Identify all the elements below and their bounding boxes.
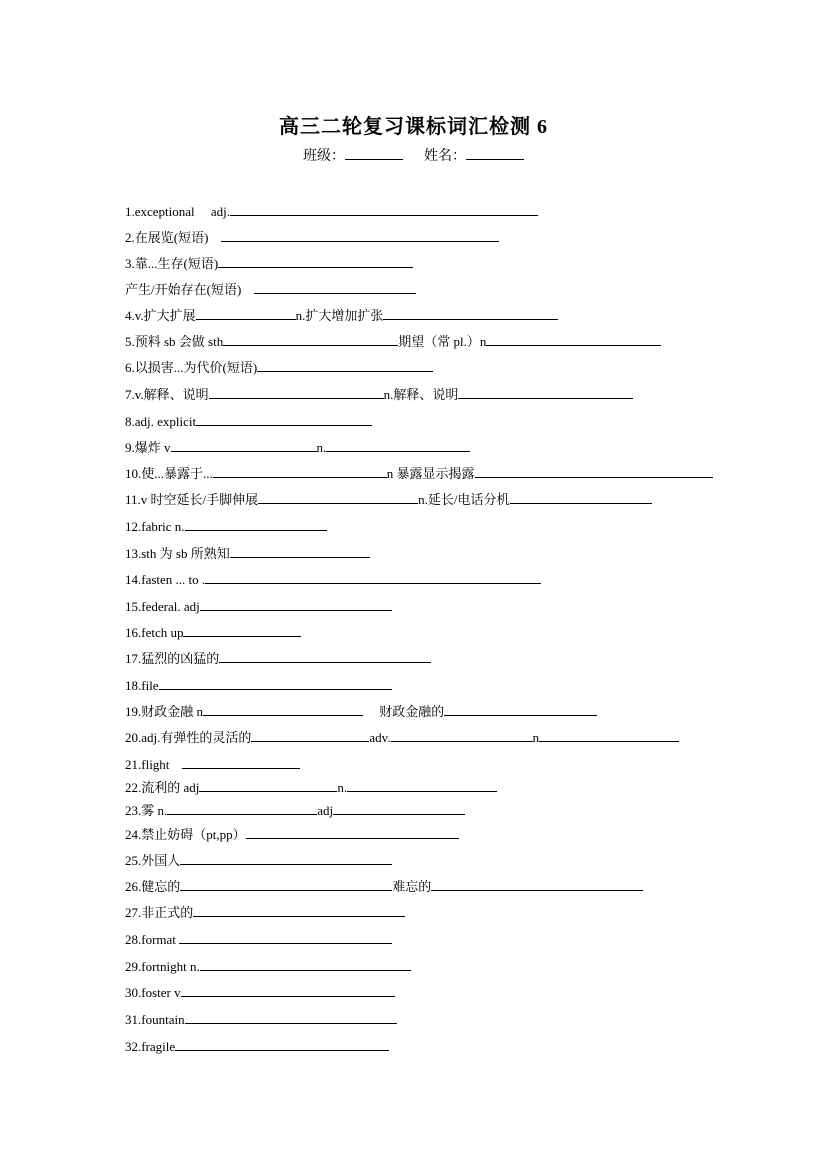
answer-blank[interactable]	[444, 701, 597, 716]
vocab-prompt: 20.adj.有弹性的灵活的	[125, 730, 252, 745]
vocab-item	[125, 437, 470, 456]
answer-blank[interactable]	[181, 982, 395, 997]
answer-blank[interactable]	[199, 777, 337, 792]
vocab-item	[125, 850, 392, 869]
answer-blank[interactable]	[203, 701, 363, 716]
vocab-prompt: 25.外国人	[125, 853, 181, 868]
name-blank[interactable]	[466, 145, 524, 160]
vocab-item	[125, 982, 395, 1001]
answer-blank[interactable]	[475, 463, 713, 478]
vocab-item	[125, 727, 679, 746]
answer-blank[interactable]	[175, 1036, 389, 1051]
vocab-prompt: adv.	[369, 730, 391, 745]
student-info-line	[0, 145, 827, 165]
answer-blank[interactable]	[326, 437, 470, 452]
vocab-item	[125, 824, 459, 843]
answer-blank[interactable]	[431, 876, 643, 891]
vocab-item	[125, 596, 392, 615]
vocab-item	[125, 1009, 397, 1028]
vocab-item	[125, 675, 392, 694]
vocab-item	[125, 489, 652, 508]
vocab-item	[125, 331, 661, 350]
vocab-prompt: 27.非正式的	[125, 905, 194, 920]
vocab-item	[125, 305, 558, 324]
vocab-prompt: 21.flight	[125, 757, 183, 772]
vocab-prompt: 1.exceptional adj.	[125, 204, 231, 219]
answer-blank[interactable]	[510, 489, 652, 504]
answer-blank[interactable]	[209, 384, 384, 399]
vocab-prompt: 6.以损害...为代价(短语)	[125, 360, 258, 375]
vocab-prompt: 2.在展览(短语)	[125, 230, 222, 245]
answer-blank[interactable]	[205, 569, 541, 584]
worksheet-title: 高三二轮复习课标词汇检测 6	[279, 116, 548, 138]
answer-blank[interactable]	[333, 800, 465, 815]
vocab-prompt: n	[532, 730, 540, 745]
answer-blank[interactable]	[218, 253, 413, 268]
answer-blank[interactable]	[200, 596, 392, 611]
answer-blank[interactable]	[219, 648, 431, 663]
vocab-item	[125, 279, 416, 298]
vocab-prompt: n 暴露显示揭露	[386, 466, 475, 481]
vocab-item	[125, 754, 300, 773]
vocab-prompt: 9.爆炸 v	[125, 440, 171, 455]
answer-blank[interactable]	[171, 437, 317, 452]
vocab-prompt: 26.健忘的	[125, 879, 181, 894]
answer-blank[interactable]	[200, 956, 411, 971]
answer-blank[interactable]	[223, 331, 398, 346]
answer-blank[interactable]	[182, 754, 300, 769]
answer-blank[interactable]	[458, 384, 633, 399]
vocab-prompt: 7.v.解释、说明	[125, 387, 209, 402]
vocab-prompt: adj	[317, 803, 334, 818]
vocab-item	[125, 253, 413, 272]
answer-blank[interactable]	[193, 902, 405, 917]
vocab-prompt: 期望（常 pl.）n	[398, 334, 487, 349]
vocab-prompt: 3.靠...生存(短语)	[125, 256, 219, 271]
answer-blank[interactable]	[196, 411, 372, 426]
answer-blank[interactable]	[221, 227, 499, 242]
answer-blank[interactable]	[258, 489, 418, 504]
vocab-prompt: 29.fortnight n.	[125, 959, 200, 974]
vocab-item	[125, 516, 327, 535]
vocab-prompt: 28.format	[125, 932, 180, 947]
vocab-item	[125, 648, 431, 667]
vocab-prompt: 5.预料 sb 会做 sth	[125, 334, 224, 349]
answer-blank[interactable]	[486, 331, 661, 346]
answer-blank[interactable]	[383, 305, 558, 320]
vocab-prompt: 19.财政金融 n	[125, 704, 204, 719]
vocab-prompt: 8.adj. explicit	[125, 414, 197, 429]
vocab-prompt: 11.v 时空延长/手脚伸展	[125, 492, 259, 507]
answer-blank[interactable]	[251, 727, 369, 742]
answer-blank[interactable]	[167, 800, 317, 815]
vocab-prompt: 12.fabric n.	[125, 519, 185, 534]
vocab-prompt: n.延长/电话分机	[418, 492, 510, 507]
vocab-prompt: 16.fetch up	[125, 625, 184, 640]
vocab-prompt: 15.federal. adj	[125, 599, 200, 614]
vocab-prompt: n.	[337, 780, 348, 795]
answer-blank[interactable]	[185, 1009, 397, 1024]
answer-blank[interactable]	[347, 777, 497, 792]
vocab-item	[125, 1036, 389, 1055]
vocab-item	[125, 800, 465, 819]
answer-blank[interactable]	[539, 727, 679, 742]
answer-blank[interactable]	[159, 675, 392, 690]
vocab-prompt: 17.猛烈的凶猛的	[125, 651, 220, 666]
name-label: 姓名：	[424, 149, 466, 164]
vocab-item	[125, 543, 370, 562]
vocab-item	[125, 876, 643, 895]
vocab-prompt: 23.雾 n.	[125, 803, 168, 818]
answer-blank[interactable]	[183, 622, 301, 637]
vocab-prompt: 13.sth 为 sb 所熟知	[125, 546, 230, 561]
vocab-prompt: 4.v.扩大扩展	[125, 308, 196, 323]
answer-blank[interactable]	[179, 929, 392, 944]
vocab-item	[125, 201, 538, 220]
vocab-item	[125, 902, 405, 921]
vocab-prompt: n.解释、说明	[383, 387, 459, 402]
answer-blank[interactable]	[180, 876, 392, 891]
answer-blank[interactable]	[213, 463, 387, 478]
vocab-prompt: 22.流利的 adj	[125, 780, 200, 795]
vocab-prompt: 14.fasten ... to .	[125, 572, 206, 587]
vocab-prompt: 产生/开始存在(短语)	[125, 282, 255, 297]
answer-blank[interactable]	[257, 357, 433, 372]
class-label: 班级：	[303, 149, 345, 164]
answer-blank[interactable]	[230, 543, 370, 558]
vocab-prompt: n.	[316, 440, 327, 455]
vocab-item	[125, 777, 497, 796]
vocab-prompt: n.扩大增加扩张	[295, 308, 384, 323]
vocab-prompt: 32.fragile	[125, 1039, 176, 1054]
answer-blank[interactable]	[180, 850, 392, 865]
vocab-prompt: 财政金融的	[363, 704, 445, 719]
vocab-item	[125, 411, 372, 430]
vocab-item	[125, 956, 411, 975]
vocab-item	[125, 384, 633, 403]
answer-blank[interactable]	[391, 727, 533, 742]
answer-blank[interactable]	[246, 824, 459, 839]
class-blank[interactable]	[345, 145, 403, 160]
answer-blank[interactable]	[230, 201, 538, 216]
answer-blank[interactable]	[196, 305, 296, 320]
vocab-prompt: 18.file	[125, 678, 159, 693]
vocab-prompt: 24.禁止妨碍（pt,pp）	[125, 827, 246, 842]
vocab-item	[125, 622, 301, 641]
vocab-item	[125, 569, 541, 588]
answer-blank[interactable]	[254, 279, 416, 294]
vocab-prompt: 10.使...暴露于...	[125, 466, 213, 481]
vocab-item	[125, 227, 499, 246]
vocab-item	[125, 463, 713, 482]
vocab-item	[125, 701, 597, 720]
vocab-prompt: 难忘的	[392, 879, 432, 894]
answer-blank[interactable]	[185, 516, 327, 531]
vocab-item	[125, 357, 433, 376]
vocab-prompt: 31.fountain	[125, 1012, 185, 1027]
vocab-prompt: 30.foster v	[125, 985, 181, 1000]
vocab-item	[125, 929, 392, 948]
